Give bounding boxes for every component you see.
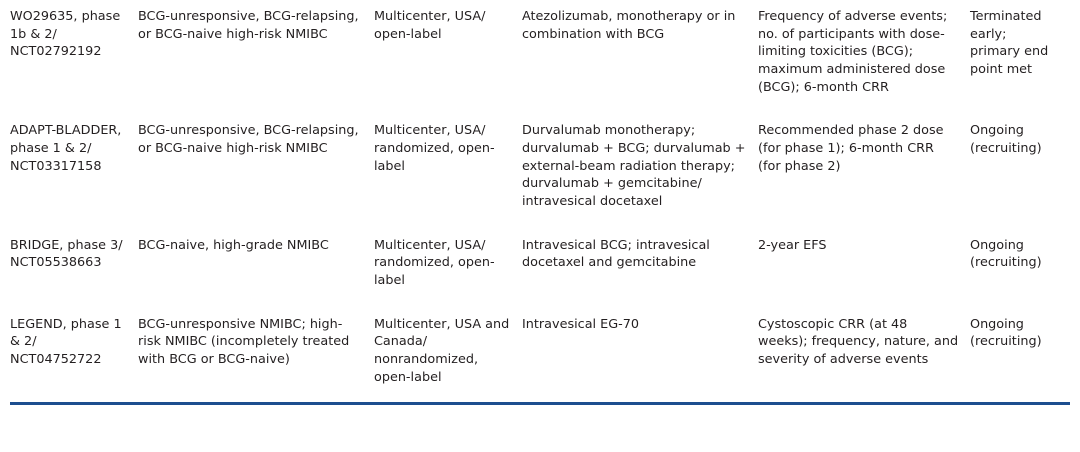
cell-intervention: Intravesical BCG; intravesical docetaxel and gemcitabine: [522, 237, 710, 271]
table-row: [10, 112, 1070, 220]
cell-intervention: Atezolizumab, monotherapy or in combination with BCG: [522, 9, 736, 42]
cell-status: Ongoing (recruiting): [970, 237, 1042, 271]
cell-endpoints: Recommended phase 2 dose (for phase 1); 6-month CRR (for phase 2): [758, 123, 944, 174]
cell-trial: LEGEND, phase 1 & 2/ NCT04752722: [10, 316, 122, 367]
table-row: [10, 0, 1070, 106]
cell-status: Ongoing (recruiting): [970, 316, 1042, 350]
cell-intervention: Durvalumab monotherapy; durvalumab + BCG; durvalumab + external-beam radiation therapy; durvalumab + gemcitabine/ intravesical docetaxel: [522, 123, 746, 209]
cell-status: Ongoing (recruiting): [970, 123, 1042, 156]
cell-trial: ADAPT-BLADDER, phase 1 & 2/ NCT03317158: [10, 123, 122, 174]
cell-trial: WO29635, phase 1b & 2/ NCT02792192: [10, 9, 121, 60]
cell-population: BCG-naive, high-grade NMIBC: [138, 237, 329, 253]
table-row: [10, 306, 1070, 397]
cell-population: BCG-unresponsive NMIBC; high-risk NMIBC (incompletely treated with BCG or BCG-naive): [138, 316, 350, 367]
cell-design: Multicenter, USA/ randomized, open-label: [374, 123, 495, 174]
cell-status: Terminated early; primary end point met: [970, 9, 1049, 77]
cell-intervention: Intravesical EG-70: [522, 316, 640, 332]
cell-endpoints: Cystoscopic CRR (at 48 weeks); frequency, nature, and severity of adverse events: [758, 316, 959, 367]
cell-endpoints: 2-year EFS: [758, 237, 827, 253]
clinical-trials-table: [10, 0, 1070, 396]
cell-population: BCG-unresponsive, BCG-relapsing, or BCG-naive high-risk NMIBC: [138, 9, 359, 42]
table-body: [10, 0, 1070, 396]
cell-endpoints: Frequency of adverse events; no. of participants with dose-limiting toxicities (BCG); maximum administered dose (BCG); 6-month CRR: [758, 9, 948, 95]
table-row: [10, 227, 1070, 300]
cell-design: Multicenter, USA/ open-label: [374, 9, 486, 42]
cell-trial: BRIDGE, phase 3/ NCT05538663: [10, 237, 123, 271]
cell-design: Multicenter, USA and Canada/ nonrandomized, open-label: [374, 316, 510, 385]
table-bottom-rule: [10, 402, 1070, 405]
cell-design: Multicenter, USA/ randomized, open-label: [374, 237, 495, 288]
cell-population: BCG-unresponsive, BCG-relapsing, or BCG-naive high-risk NMIBC: [138, 123, 359, 156]
